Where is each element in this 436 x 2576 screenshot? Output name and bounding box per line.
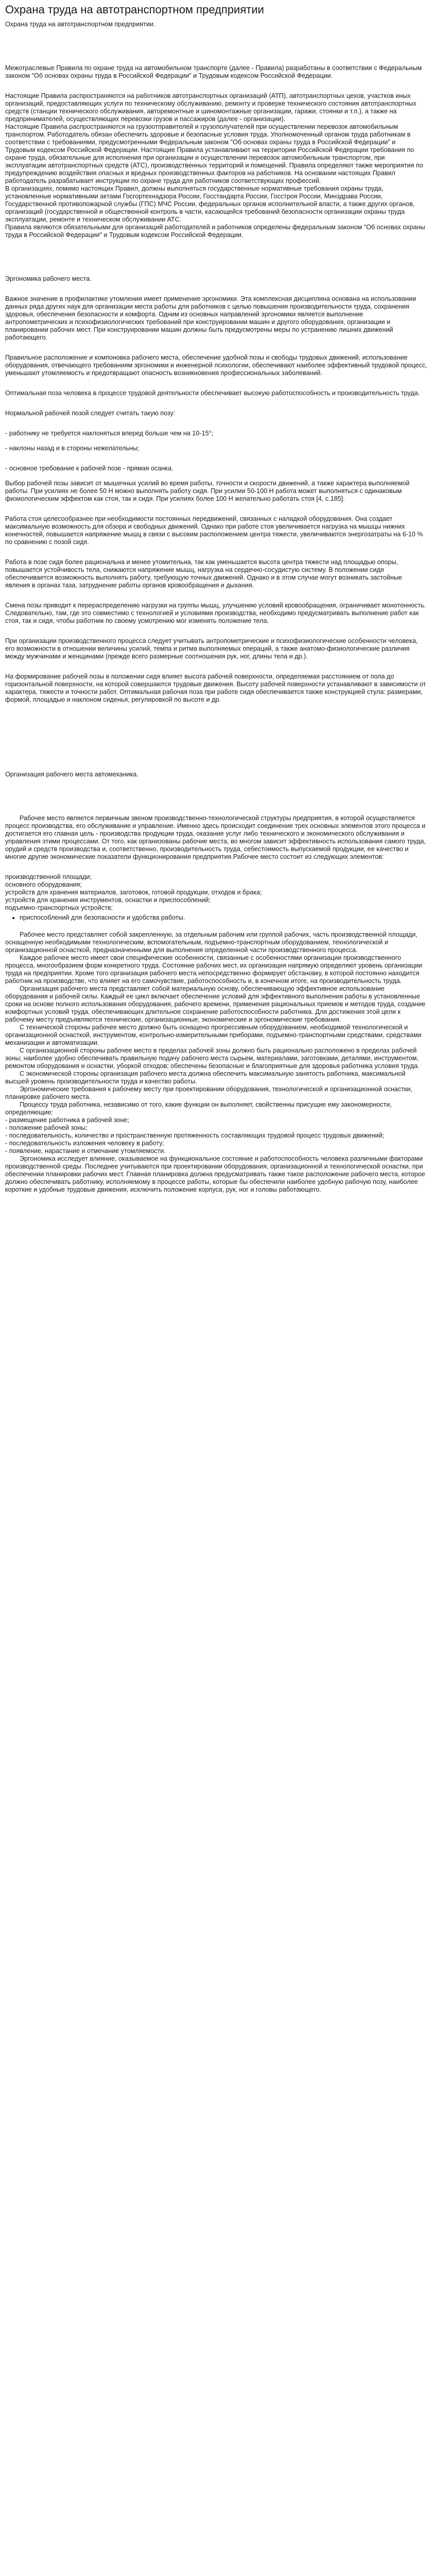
ergonomics-paragraph: Работа стоя целесообразнее при необходимости постоянных передвижений, связанных с наладкой оборудования. Она создает максимальную возможность для обзора и свободных движений. Однако при работе стоя увеличивается нагрузка на мышцы нижних конечностей, повышается напряжение мышц в связи с высоким расположением центра тяжести, увеличиваются энергозатраты на 6-10 % по сравнению с позой сидя.: [5, 515, 423, 546]
pose-item: - основное требование к рабочей позе - прямая осанка.: [5, 465, 173, 472]
page-title: Охрана труда на автотранспортном предприятии: [5, 3, 264, 16]
ergonomics-paragraph: Работа в позе сидя более рациональна и менее утомительна, так как уменьшается высота центра тяжести над площадью опоры, повышается устойчивость тела, снижаются напряжение мышц, нагрузка на сердечно-сосудистую систему. В положении сидя обеспечивается возможность выполнять работу, требующую точных движений. Однако и в этом случае могут возникать застойные явления в органах таза, затруднение работы органов кровообращения и дыхания.: [5, 558, 403, 589]
workplace-dash-item: - последовательность, количество и пространственную протяженность составляющих трудовой процесс трудовых движений;: [5, 1132, 385, 1139]
section-heading-workplace: Организация рабочего места автомеханика.: [5, 771, 138, 778]
workplace-paragraph: С экономической стороны организация рабочего места должна обеспечить максимальную занятость работника, максимальной высшей уровень производительности труда и качество работы.: [5, 1070, 406, 1085]
intro-paragraph: Межотраслевые Правила по охране труда на автомобильном транспорте (далее - Правила) разработаны в соответствии с Федеральным законом "Об основах охраны труда в Российской Федерации" и Трудовым кодексом Российской Федерации.: [5, 64, 422, 79]
workplace-element: основного оборудования;: [5, 881, 82, 888]
workplace-paragraph: Рабочее место является первичным звеном производственно-технологической структуры предприятия, в которой осуществляется процесс производства, его обслуживание и управление. Именно здесь происходит соединение трех основных элементов этого процесса и достигается его главная цель - производства продукции труда, оказание услуг либо технического и экономического обслуживания и управления этими процессами. От того, как организованы рабочие места, во многом зависит эффективность использования самого труда, орудий и средств производства и, соответственно, производительность труда, себестоимость выпускаемой продукции, ее качество и многие другие экономические показатели функционирования предприятия.Рабочее место состоит из следующих элементов:: [5, 815, 426, 860]
workplace-paragraph: С организационной стороны рабочее место в пределах рабочей зоны должно быть рационально расположено в пределах рабочей зоны; наиболее удобно обеспечивать правильную подачу рабочего места сырьем, материалами, заготовками, деталями, инструментом, ремонтом оборудования и оснастки, уборкой отходов; обеспечены безопасные и благоприятные для здоровья работника условия труда.: [5, 1047, 420, 1070]
workplace-paragraph: Эргономические требования к рабочему месту при проектировании оборудования, технологической и организационной оснастки, планировке рабочего места.: [5, 1086, 413, 1100]
article: [0, 0, 432, 1194]
workplace-paragraph: Эргономика исследует влияние, оказываемое на функциональное состояние и работоспособность человека различными факторами производственной среды. Последнее учитываются при проектировании оборудования, организационной и технологической оснастки, при обеспечении планировки рабочих мест. Главная планировка должна предусматривать также такое расположение рабочего места, которое должно обеспечивать работнику, исполняемому в процессе работы, которые бы обеспечили наиболее удобную рабочую позу, наиболее короткие и удобные трудовые движения, исключить положение корпуса, рук, ног и головы работающего.: [5, 1155, 425, 1193]
ergonomics-paragraph: Нормальной рабочей позой следует считать такую позу:: [5, 410, 176, 417]
ergonomics-paragraph: Смена позы приводит к перераспределению нагрузки на группы мышц, улучшению условий кровообращения, ограничивает монотонность. Следовательно, там, где это совместимо с технологией и условиями производства, необходимо предусматривать выполнение работ как стоя, так и сидя, чтобы работник по своему усмотрению мог изменять положение тела.: [5, 602, 426, 624]
workplace-bullet: • приспособлений для безопасности и удобства работы.: [20, 914, 427, 922]
pose-item: - работнику не требуется наклоняться вперед больше чем на 10-15°;: [5, 430, 214, 437]
intro-paragraph: Правила являются обязательными для организаций работодателей и работников определены федеральным законом "Об основах охраны труда в Российской Федерации" и Трудовым кодексом Российской Федерации.: [5, 224, 425, 239]
ergonomics-paragraph: Оптимальная поза человека в процессе трудовой деятельности обеспечивает высокую работоспособность и производительность труда.: [5, 389, 420, 397]
workplace-dash-item: - размещение работника в рабочей зоне;: [5, 1116, 130, 1124]
workplace-dash-item: - положение рабочей зоны;: [5, 1124, 88, 1131]
workplace-paragraph: Рабочее место представляет собой закрепленную, за отдельным рабочим или группой рабочих, часть производственной площади, оснащенную необходимыми технологическим, вспомогательным, подъемно-транспортным оборудованием, технологической и организационной оснасткой, предназначенными для выполнения определенной части производственного процесса.: [5, 931, 417, 954]
intro-paragraph: Настоящие Правила распространяются на работников автотранспортных организаций (АТП), автотранспортных цехов, участков иных организаций, предоставляющих услуги по техническому обслуживанию, ремонту и проверке технического состояния автотранспортных средств (станции технического обслуживания, авторемонтные и шиномонтажные организации, гаражи, стоянки и т.п.), а также на предпринимателей, осуществляющих перевозки грузов и пассажиров (далее - организации).: [5, 92, 416, 123]
intro-paragraph: Настоящие Правила распространяются на грузоотправителей и грузополучателей при осуществлении перевозок автомобильным транспортом. Работодатель обязан обеспечить здоровые и безопасные условия труда. Уполномоченный органом труда работникам в соответствии с требованиями, предусмотренными Федеральным законом "Об основах охраны труда в Российской Федерации" и Трудовым кодексом Российской Федерации. Настоящие Правила устанавливают на территории Российской Федерации требования по охране труда, обязательные для исполнения при организации и осуществлении перевозок автомобильным транспортом, при эксплуатации автотранспортных средств (АТС), производственных территорий и помещений. Правила определяют также мероприятия по предупреждению воздействия опасных и вредных производственных факторов на работников. На основании настоящих Правил работодатель разрабатывает инструкции по охране труда для работников соответствующих профессий.: [5, 123, 423, 184]
ergonomics-paragraph: Выбор рабочей позы зависит от мышечных усилий во время работы, точности и скорости движений, а также характера выполняемой работы. При усилиях не более 50 Н можно выполнять работу сидя. При усилии 50-100 Н работа может выполняться с одинаковым физиологическим эффектом как стоя, так и сидя. При усилиях более 100 Н желательно работать стоя [4, с.185].: [5, 480, 410, 502]
ergonomics-paragraph: На формирование рабочей позы в положении сидя влияет высота рабочей поверхности, определяемая расстоянием от пола до горизонтальной поверхности, на которой совершаются трудовые движения. Высоту рабочей поверхности устанавливают в зависимости от характера, тяжести и точности работ. Оптимальная рабочая поза при работе сидя обеспечивается также конструкцией стула: размерами, формой, площадью и наклоном сиденья, регулировкой по высоте и др.: [5, 673, 426, 703]
page-subtitle: Охрана труда на автотранспортном предприятии.: [5, 21, 155, 28]
ergonomics-paragraph: Правильное расположение и компоновка рабочего места, обеспечение удобной позы и свободы трудовых движений, использование оборудования, отвечающего требованиям эргономики и инженерной психологии, обеспечивают наиболее эффективный трудовой процесс, уменьшают утомляемость и предотвращают опасность возникновения профессиональных заболеваний.: [5, 354, 427, 377]
workplace-paragraph: Процессу труда работника, независимо от того, какие функции он выполняет, свойственны присущие ему закономерности, определяющие:: [5, 1101, 392, 1116]
section-heading-ergonomics: Эргономика рабочего места.: [5, 275, 92, 282]
workplace-paragraph: Каждое рабочее место имеет свои специфические особенности, связанные с особенностями организации производственного процесса, многообразием форм конкретного труда. Состояние рабочих мест, их организация напрямую определяют уровень организации труда на предприятии. Кроме того организация рабочего места непосредственно формирует обстановку, в которой постоянно находится работник на производстве, что влияет на его самочувствие, работоспособность и, в конечном итоге, на производительность труда.: [5, 954, 423, 985]
workplace-bullet-list: [5, 914, 427, 922]
workplace-paragraph: Организация рабочего места представляет собой материальную основу, обеспечивающую эффективное использование оборудования и рабочей силы. Каждый ее цикл включает обеспечение условий для эффективного выполнения работы в установленные сроки на основе полного использования оборудования, рабочего времени, применения рациональных приемов и методов труда, создание комфортных условий труда, обеспечивающих длительное сохранение работоспособности работника. Для достижения этой цели к рабочему месту предъявляются технические, организационные, экономические и эргономические требования.: [5, 985, 426, 1023]
workplace-paragraph: С технической стороны рабочее место должно быть оснащено прогрессивным оборудованием, необходимой технологической и организационной оснасткой, инструментом, контрольно-измерительными приборами, подъемно-транспортными средствами, средствами механизации и автоматизации.: [5, 1024, 422, 1046]
workplace-element: устройств для хранения инструментов, оснастки и приспособлений;: [5, 896, 211, 904]
workplace-element: производственной площади;: [5, 873, 92, 880]
pose-item: - наклоны назад и в стороны нежелательны;: [5, 445, 139, 452]
intro-paragraph: В организациях, помимо настоящих Правил, должны выполняться государственные нормативные требования охраны труда, установленные нормативными актами Госгортехнадзора России, Госстандарта России, Госстроя России, Минздрава России, Государственной противопожарной службы (ГПС) МЧС России, федеральных органов исполнительной власти, а также других органов, организаций (государственной и общественной контроль в части, касающейся требований безопасности организации охраны труда эксплуатации, ремонте и техническом обслуживании АТС.: [5, 185, 415, 223]
workplace-dash-item: - появление, нарастание и отмечание утомляемости.: [5, 1147, 166, 1155]
workplace-dash-item: - последовательность изложения человеку в работу;: [5, 1140, 164, 1147]
workplace-element: подъемно-транспортных устройств;: [5, 904, 113, 911]
workplace-element: устройств для хранения материалов, заготовок, готовой продукции, отходов и брака;: [5, 889, 262, 896]
ergonomics-paragraph: Важное значение в профилактике утомления имеет применение эргономики. Эта комплексная дисциплина основана на использовании данных ряда других наук для организации места работы для работников с целью повышения производительности труда, сохранения здоровья, обеспечения безопасности и комфорта. Одним из основных направлений эргономики является выполнение антропометрических и психофизиологических требований при конструировании машин и другого оборудования, организации и планировании рабочих мест. При конструировании машин должны быть предусмотрены меры по устранению лишних движений работающего.: [5, 295, 416, 341]
ergonomics-paragraph: При организации производственного процесса следует учитывать антропометрические и психофизиологические особенности человека, его возможности в отношении величины усилий, темпа и ритма выполняемых операций, а также анатомо-физиологические различия между мужчинами и женщинами (прежде всего размерные соотношения рук, ног, длины тела и др.).: [5, 637, 418, 660]
